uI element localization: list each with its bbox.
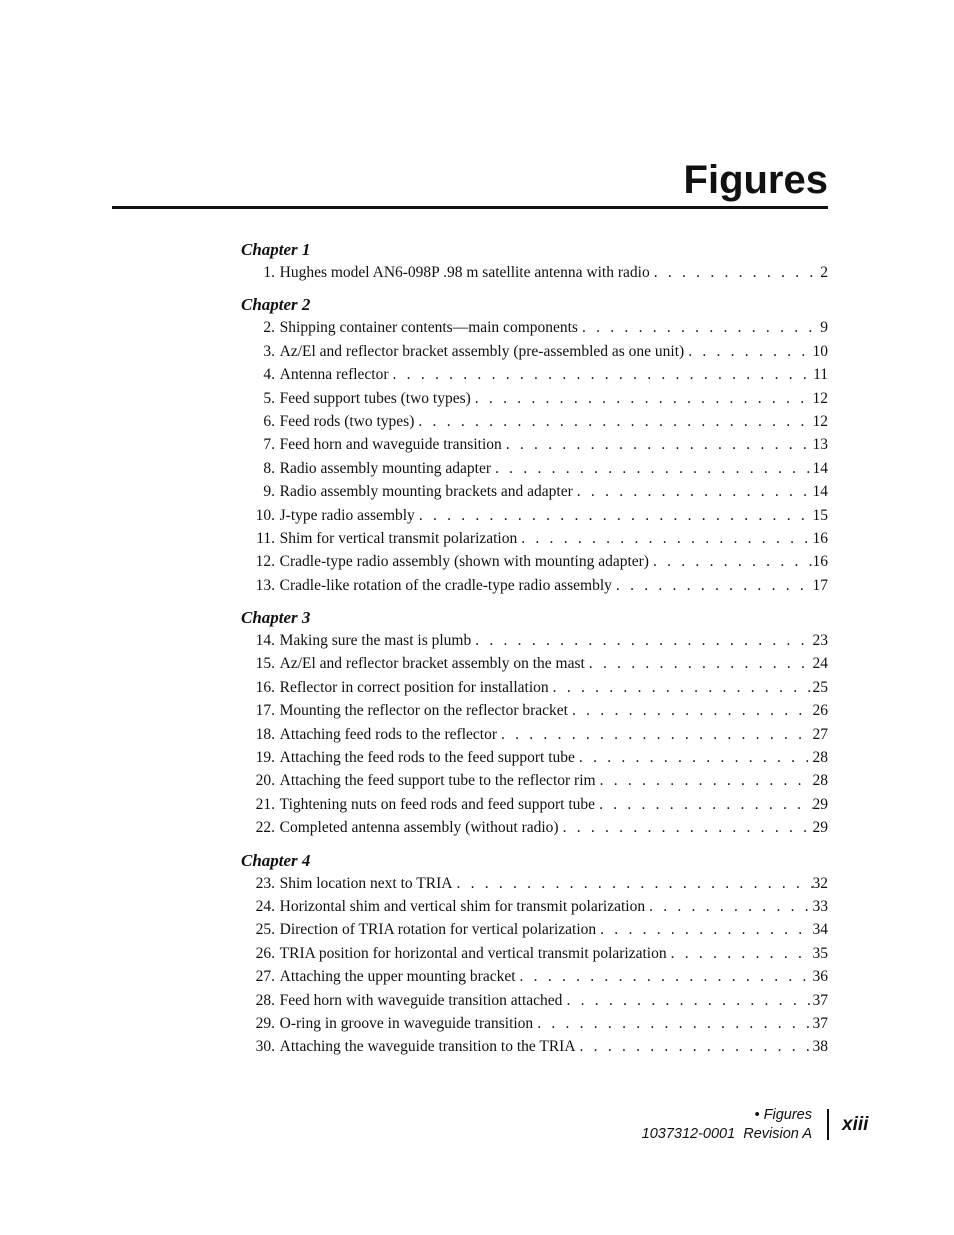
footer-document-id: 1037312-0001 Revision A: [641, 1126, 812, 1142]
figure-title: Cradle-like rotation of the cradle-type radio assembly: [279, 576, 612, 594]
figure-title: Feed rods (two types): [279, 412, 415, 430]
figure-entry[interactable]: [241, 550, 828, 573]
figure-entry[interactable]: [241, 316, 828, 339]
figure-number: 9.: [263, 483, 275, 501]
figure-title: Antenna reflector: [279, 366, 389, 384]
chapter-section: [241, 607, 828, 840]
figure-page-number: 28: [812, 772, 828, 790]
figure-number: 2.: [263, 319, 275, 337]
figure-number: 3.: [263, 342, 275, 360]
dot-leader: [612, 574, 813, 597]
figure-page-number: 24: [812, 655, 828, 673]
figure-number: 19.: [255, 749, 275, 767]
figure-title: Attaching the feed rods to the feed support tube: [279, 749, 575, 767]
figure-page-number: 28: [812, 749, 828, 767]
figure-page-number: 16: [812, 529, 828, 547]
dot-leader: [575, 746, 813, 769]
figure-title: Feed horn and waveguide transition: [279, 436, 502, 454]
figure-entry[interactable]: [241, 261, 828, 284]
figure-page-number: 14: [812, 483, 828, 501]
figure-number: 12.: [255, 553, 275, 571]
footer-section-label: • Figures: [754, 1107, 812, 1123]
title-rule: [112, 206, 828, 209]
figure-title: Shipping container contents—main components: [279, 319, 578, 337]
figure-number: 17.: [255, 702, 275, 720]
figure-entry[interactable]: [241, 457, 828, 480]
figure-entry[interactable]: [241, 816, 828, 839]
figure-number: 30.: [255, 1038, 275, 1056]
footer-divider: [827, 1109, 829, 1140]
figure-number: 1.: [263, 264, 275, 281]
figure-number: 16.: [255, 678, 275, 696]
figure-title: Mounting the reflector on the reflector bracket: [279, 702, 568, 720]
footer-info: [642, 1106, 812, 1144]
figure-title: Shim location next to TRIA: [279, 874, 453, 892]
figure-number: 22.: [255, 819, 275, 837]
dot-leader: [684, 340, 812, 363]
figure-number: 25.: [255, 921, 275, 939]
figure-title: Feed support tubes (two types): [279, 389, 471, 407]
dot-leader: [415, 504, 813, 527]
figure-page-number: 36: [812, 968, 828, 986]
figure-page-number: 23: [812, 632, 828, 650]
figure-page-number: 34: [812, 921, 828, 939]
chapter-heading: Chapter 2: [241, 295, 311, 315]
dot-leader: [576, 1035, 813, 1058]
figure-title: Shim for vertical transmit polarization: [279, 529, 518, 547]
figure-page-number: 16: [812, 553, 828, 571]
figure-title: Attaching feed rods to the reflector: [279, 725, 497, 743]
figure-title: Cradle-type radio assembly (shown with mounting adapter): [279, 553, 649, 571]
dot-leader: [645, 895, 812, 918]
figure-title: Reflector in correct position for installation: [279, 678, 549, 696]
figure-number: 27.: [255, 968, 275, 986]
figure-number: 5.: [263, 389, 275, 407]
figure-title: Az/El and reflector bracket assembly (pre-assembled as one unit): [279, 342, 685, 360]
figure-number: 7.: [263, 436, 275, 454]
figure-page-number: 37: [812, 1014, 828, 1032]
figure-page-number: 2: [820, 264, 828, 281]
figure-page-number: 17: [812, 576, 828, 594]
dot-leader: [559, 816, 813, 839]
dot-leader: [389, 363, 814, 386]
figure-page-number: 11: [813, 366, 828, 384]
figure-page-number: 26: [812, 702, 828, 720]
figure-title: Completed antenna assembly (without radio): [279, 819, 559, 837]
figure-entry[interactable]: [241, 769, 828, 792]
figure-number: 11.: [256, 529, 275, 547]
figure-entry[interactable]: [241, 918, 828, 941]
figure-number: 23.: [255, 874, 275, 892]
figure-title: Radio assembly mounting brackets and adapter: [279, 483, 573, 501]
figure-number: 8.: [263, 459, 275, 477]
figure-entry[interactable]: [241, 1035, 828, 1058]
figure-entry[interactable]: [241, 872, 828, 895]
page-number: xiii: [842, 1114, 869, 1135]
dot-leader: [585, 652, 813, 675]
figure-number: 24.: [255, 897, 275, 915]
figure-number: 10.: [255, 506, 275, 524]
dot-leader: [471, 629, 812, 652]
dot-leader: [578, 316, 820, 339]
figure-title: Tightening nuts on feed rods and feed support tube: [279, 795, 596, 813]
dot-leader: [649, 550, 813, 573]
figure-title: Hughes model AN6-098P .98 m satellite antenna with radio: [279, 264, 650, 281]
dot-leader: [502, 433, 813, 456]
figure-page-number: 12: [812, 412, 828, 430]
figure-page-number: 14: [812, 459, 828, 477]
figure-entry[interactable]: [241, 527, 828, 550]
dot-leader: [517, 527, 812, 550]
figure-number: 18.: [255, 725, 275, 743]
figure-page-number: 9: [820, 319, 828, 337]
figure-page-number: 37: [812, 991, 828, 1009]
figure-entry[interactable]: [241, 895, 828, 918]
figure-page-number: 29: [812, 795, 828, 813]
figure-title: Attaching the feed support tube to the reflector rim: [279, 772, 596, 790]
figure-number: 15.: [255, 655, 275, 673]
figure-number: 14.: [255, 632, 275, 650]
dot-leader: [549, 676, 813, 699]
figure-entry[interactable]: [241, 652, 828, 675]
figure-title: TRIA position for horizontal and vertical transmit polarization: [279, 944, 667, 962]
figure-entry[interactable]: [241, 433, 828, 456]
figure-page-number: 33: [812, 897, 828, 915]
figures-list: [241, 239, 828, 1059]
figure-number: 21.: [255, 795, 275, 813]
dot-leader: [595, 793, 812, 816]
dot-leader: [562, 989, 812, 1012]
figure-entry[interactable]: [241, 676, 828, 699]
figure-page-number: 12: [812, 389, 828, 407]
dot-leader: [596, 918, 812, 941]
figure-page-number: 13: [812, 436, 828, 454]
chapter-section: [241, 239, 828, 284]
figure-page-number: 35: [812, 944, 828, 962]
figure-page-number: 32: [812, 874, 828, 892]
figure-number: 26.: [255, 944, 275, 962]
figure-title: O-ring in groove in waveguide transition: [279, 1014, 534, 1032]
figure-title: Horizontal shim and vertical shim for transmit polarization: [279, 897, 646, 915]
figure-entry[interactable]: [241, 480, 828, 503]
figure-entry[interactable]: [241, 363, 828, 386]
page-title: Figures: [683, 158, 828, 202]
figure-entry[interactable]: [241, 746, 828, 769]
chapter-heading: Chapter 3: [241, 608, 311, 628]
chapter-heading: Chapter 4: [241, 850, 311, 870]
dot-leader: [596, 769, 813, 792]
chapter-heading: Chapter 1: [241, 240, 311, 259]
dot-leader: [497, 723, 813, 746]
figure-page-number: 29: [812, 819, 828, 837]
figure-number: 13.: [255, 576, 275, 594]
figure-title: Making sure the mast is plumb: [279, 632, 472, 650]
figure-entry[interactable]: [241, 989, 828, 1012]
figure-entry[interactable]: [241, 699, 828, 722]
dot-leader: [491, 457, 812, 480]
figure-entry[interactable]: [241, 723, 828, 746]
figure-entry[interactable]: [241, 504, 828, 527]
dot-leader: [650, 261, 821, 284]
dot-leader: [667, 942, 813, 965]
dot-leader: [471, 387, 813, 410]
figure-title: Radio assembly mounting adapter: [279, 459, 492, 477]
dot-leader: [573, 480, 813, 503]
dot-leader: [568, 699, 813, 722]
figure-entry[interactable]: [241, 410, 828, 433]
figure-entry[interactable]: [241, 793, 828, 816]
figure-number: 28.: [255, 991, 275, 1009]
dot-leader: [452, 872, 812, 895]
figure-title: Direction of TRIA rotation for vertical polarization: [279, 921, 597, 939]
figure-entry[interactable]: [241, 965, 828, 988]
figure-number: 29.: [255, 1014, 275, 1032]
figure-page-number: 38: [812, 1038, 828, 1056]
figure-page-number: 27: [812, 725, 828, 743]
dot-leader: [516, 965, 813, 988]
dot-leader: [533, 1012, 812, 1035]
figure-title: Az/El and reflector bracket assembly on the mast: [279, 655, 585, 673]
figure-entry[interactable]: [241, 1012, 828, 1035]
figure-title: Attaching the waveguide transition to the TRIA: [279, 1038, 576, 1056]
figure-title: Attaching the upper mounting bracket: [279, 968, 516, 986]
figure-entry[interactable]: [241, 340, 828, 363]
chapter-section: [241, 850, 828, 1059]
chapter-section: [241, 294, 828, 597]
dot-leader: [414, 410, 812, 433]
figure-page-number: 25: [812, 678, 828, 696]
figure-title: Feed horn with waveguide transition attached: [279, 991, 563, 1009]
figure-entry[interactable]: [241, 629, 828, 652]
figure-title: J-type radio assembly: [279, 506, 415, 524]
figure-entry[interactable]: [241, 574, 828, 597]
figure-entry[interactable]: [241, 387, 828, 410]
figure-number: 4.: [263, 366, 275, 384]
figure-number: 20.: [255, 772, 275, 790]
figure-number: 6.: [263, 412, 275, 430]
figure-entry[interactable]: [241, 942, 828, 965]
figure-page-number: 15: [812, 506, 828, 524]
figure-page-number: 10: [812, 342, 828, 360]
